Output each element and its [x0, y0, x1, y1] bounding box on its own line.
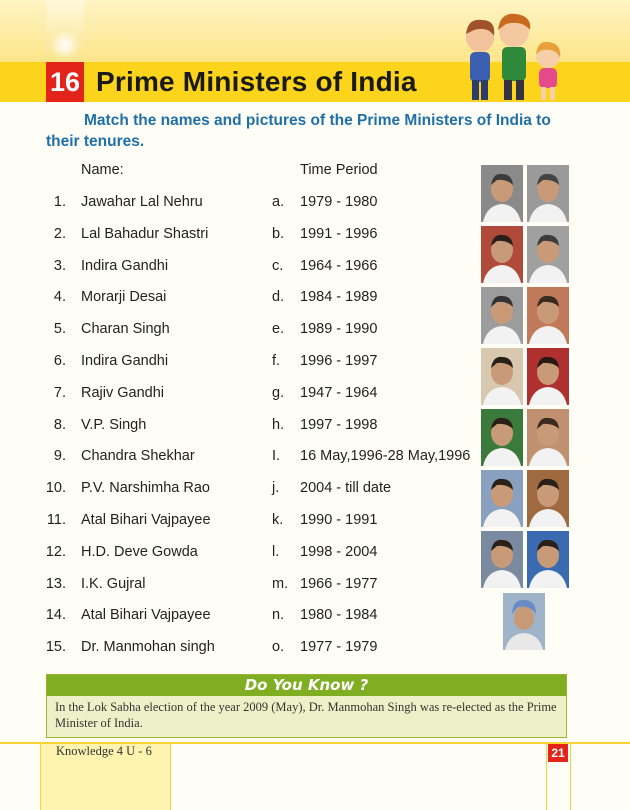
pm-name: V.P. Singh [81, 416, 147, 433]
match-row [0, 417, 480, 441]
page-title: Prime Ministers of India [96, 66, 417, 97]
option-letter: l. [272, 543, 280, 560]
match-row [0, 194, 480, 218]
chapter-tab-glow [46, 0, 84, 62]
footer-rule [170, 744, 171, 810]
match-row [0, 385, 480, 409]
page-number: 21 [548, 744, 568, 762]
book-name: Knowledge 4 U - 6 [56, 744, 152, 758]
option-letter: d. [272, 289, 285, 306]
footer-rule [40, 744, 41, 810]
do-you-know-box [46, 674, 567, 738]
row-number: 8. [53, 416, 66, 433]
time-period: 1977 - 1979 [300, 639, 378, 656]
column-header-name: Name: [81, 162, 124, 178]
time-period: 16 May,1996-28 May,1996 [300, 448, 471, 465]
pm-portrait-photo [527, 287, 569, 344]
cartoon-kids-illustration [452, 10, 572, 102]
row-number: 7. [53, 384, 66, 401]
pm-portrait-photo [481, 287, 523, 344]
option-letter: k. [272, 512, 284, 528]
option-letter: o. [272, 639, 285, 656]
row-number: 12. [45, 543, 66, 560]
match-row [0, 226, 480, 250]
time-period: 2004 - till date [300, 480, 392, 497]
column-header-time: Time Period [300, 162, 378, 178]
row-number: 6. [53, 353, 66, 369]
pm-portrait-photo [481, 226, 523, 283]
pm-name: H.D. Deve Gowda [81, 543, 198, 560]
option-letter: h. [272, 416, 285, 433]
pm-name: Jawahar Lal Nehru [81, 194, 203, 210]
option-letter: f. [272, 353, 281, 369]
option-letter: e. [272, 321, 285, 338]
pm-portrait-photo [481, 409, 523, 466]
time-period: 1964 - 1966 [300, 257, 378, 274]
match-row [0, 607, 480, 631]
match-row [0, 353, 480, 377]
pm-name: Atal Bihari Vajpayee [81, 512, 211, 528]
pm-portrait-photo [481, 470, 523, 527]
pm-portrait-photo [527, 531, 569, 588]
pm-name: Morarji Desai [81, 289, 167, 306]
do-you-know-text: In the Lok Sabha election of the year 2009 (May), Dr. Manmohan Singh was re-elected as the Prime Minister of India. [55, 700, 557, 730]
time-period: 1947 - 1964 [300, 384, 378, 401]
row-number: 15. [45, 639, 66, 656]
row-number: 9. [53, 448, 66, 465]
match-row [0, 544, 480, 568]
time-period: 1989 - 1990 [300, 321, 378, 338]
row-number: 5. [53, 321, 66, 338]
pm-name: Rajiv Gandhi [81, 384, 165, 401]
match-row [0, 480, 480, 504]
pm-name: P.V. Narshimha Rao [81, 480, 210, 497]
time-period: 1979 - 1980 [300, 194, 378, 210]
option-letter: n. [272, 607, 285, 624]
pm-portrait-photo [503, 593, 545, 650]
option-letter: I. [272, 448, 281, 465]
time-period: 1990 - 1991 [300, 512, 378, 528]
match-row [0, 448, 480, 472]
match-row [0, 289, 480, 313]
pm-name: Chandra Shekhar [81, 448, 195, 465]
match-row [0, 258, 480, 282]
time-period: 1966 - 1977 [300, 575, 378, 592]
pm-name: Indira Gandhi [81, 257, 169, 274]
match-row [0, 576, 480, 600]
time-period: 1997 - 1998 [300, 416, 378, 433]
pm-portrait-photo [527, 348, 569, 405]
option-letter: j. [272, 480, 280, 497]
option-letter: m. [272, 575, 289, 592]
instruction-text: Match the names and pictures of the Prime Ministers of India to their tenures. [46, 112, 551, 150]
chapter-number: 16 [46, 62, 84, 102]
row-number: 4. [53, 289, 66, 306]
option-letter: a. [272, 194, 285, 210]
pm-portrait-photo [481, 348, 523, 405]
pm-name: Dr. Manmohan singh [81, 639, 215, 656]
pm-name: Lal Bahadur Shastri [81, 225, 209, 242]
footer-rule [546, 744, 547, 810]
row-number: 10. [45, 480, 66, 497]
pm-portrait-photo [481, 531, 523, 588]
pm-portrait-photo [527, 226, 569, 283]
time-period: 1998 - 2004 [300, 543, 378, 560]
time-period: 1996 - 1997 [300, 353, 378, 369]
match-row [0, 512, 480, 536]
footer-rule [570, 744, 571, 810]
option-letter: b. [272, 225, 285, 242]
pm-name: Indira Gandhi [81, 353, 169, 369]
row-number: 11. [46, 512, 66, 528]
time-period: 1980 - 1984 [300, 607, 378, 624]
time-period: 1991 - 1996 [300, 225, 378, 242]
do-you-know-heading: Do You Know ? [47, 675, 566, 696]
pm-name: Charan Singh [81, 321, 170, 338]
option-letter: g. [272, 384, 285, 401]
pm-portrait-photo [527, 409, 569, 466]
time-period: 1984 - 1989 [300, 289, 378, 306]
match-row [0, 321, 480, 345]
row-number: 2. [53, 225, 66, 242]
pm-name: Atal Bihari Vajpayee [81, 607, 211, 624]
row-number: 14. [45, 607, 66, 624]
pm-name: I.K. Gujral [81, 575, 146, 592]
pm-portrait-photo [527, 470, 569, 527]
match-row [0, 639, 480, 663]
row-number: 1. [53, 194, 66, 210]
pm-portrait-photo [481, 165, 523, 222]
row-number: 3. [53, 257, 66, 274]
row-number: 13. [45, 575, 66, 592]
option-letter: c. [272, 257, 284, 274]
pm-portrait-photo [527, 165, 569, 222]
